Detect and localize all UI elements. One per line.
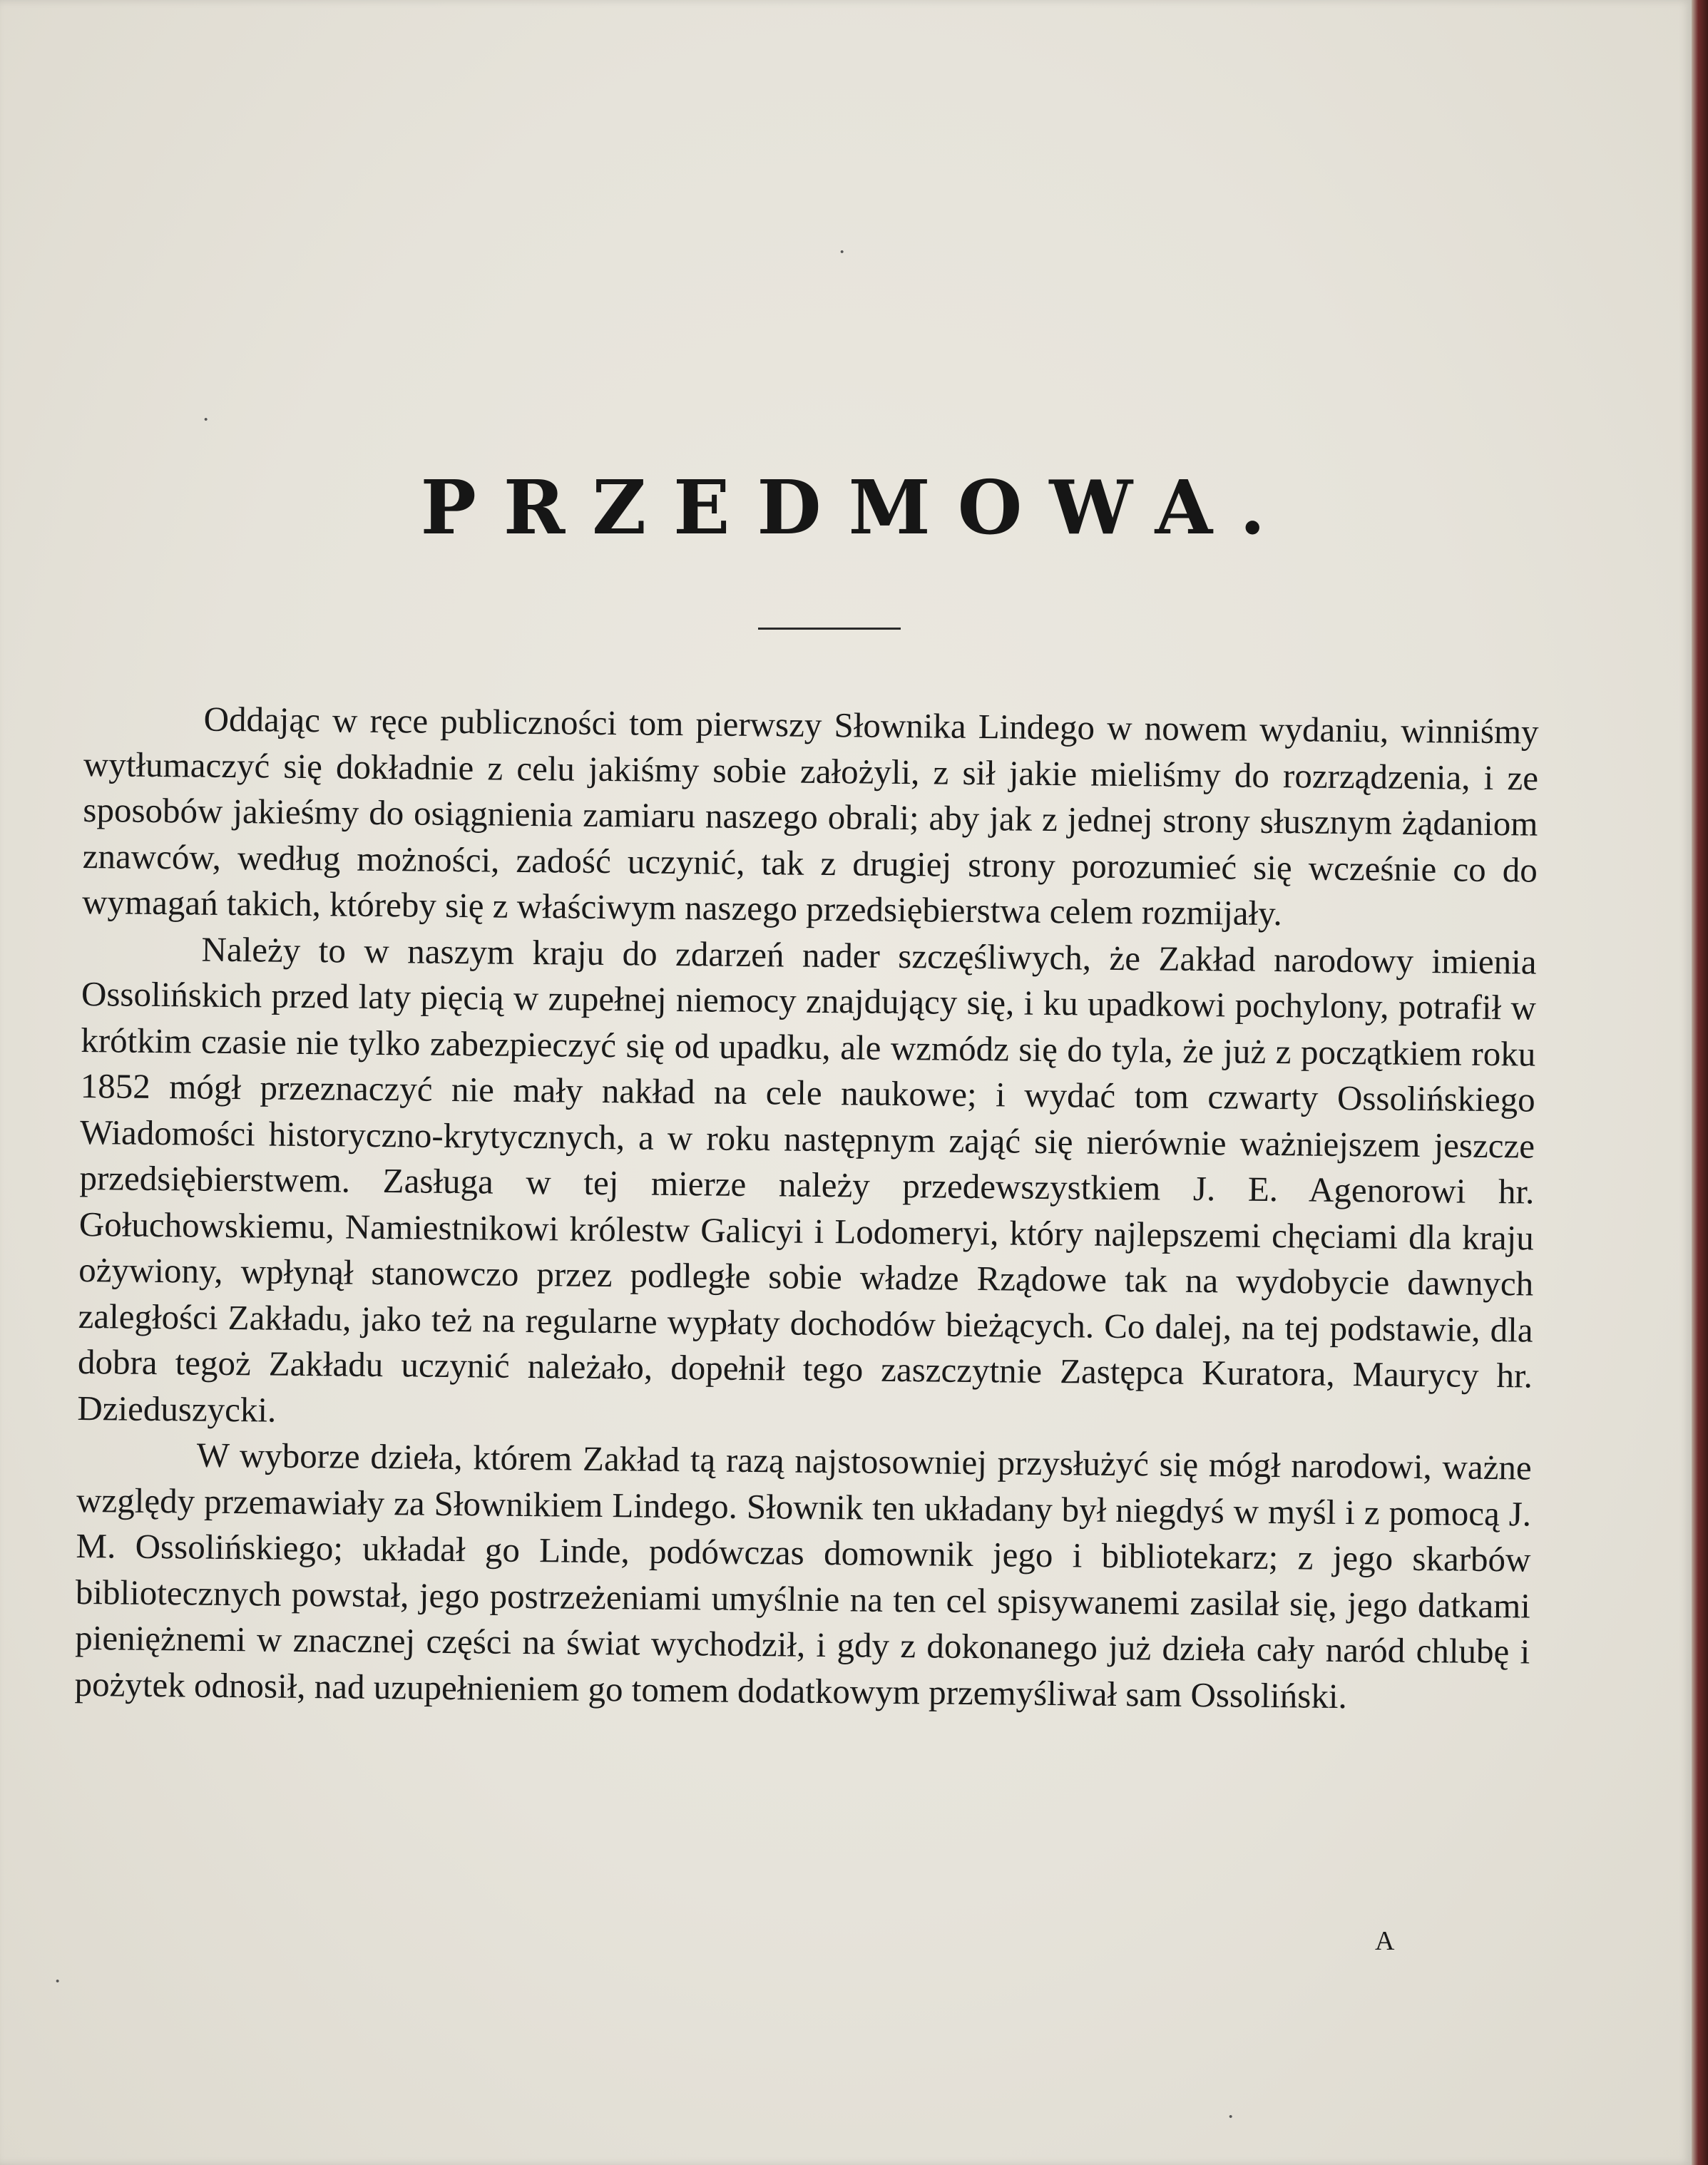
title-divider [758, 628, 901, 630]
paragraph-3: W wyborze dzieła, którem Zakład tą razą najstosowniej przysłużyć się mógł narodowi, ważne względy przemawiały za Słownikiem Lindego. Słownik ten układany był niegdyś w myśl i z pomocą J. M. Ossolińskiego; układał go Linde, podówczas domownik jego i bibliotekarz; z jego skarbów bibliotecznych powstał, jego postrzeżeniami umyślnie na ten cel spisywanemi zasilał się, jego datkami pieniężnemi w znacznej części na świat wychodził, i gdy z dokonanego już dzieła cały naród chlubę i pożytek odnosił, nad uzupełnieniem go tomem dodatkowym przemyśliwał sam Ossoliński. [74, 1435, 1532, 1716]
preface-body [74, 695, 1539, 1721]
ink-speck: · [202, 406, 210, 433]
ink-speck: · [838, 239, 847, 265]
paragraph-1: Oddając w ręce publiczności tom pierwszy Słownika Lindego w nowem wydaniu, winniśmy wytłumaczyć się dokładnie z celu jakiśmy sobie założyli, z sił jakie mieliśmy do rozrządzenia, i ze sposobów jakieśmy do osiągnienia zamiaru naszego obrali; aby jak z jednej strony słusznym żądaniom znawców, według możności, zadość uczynić, tak z drugiej strony porozumieć się wcześnie co do wymagań takich, któreby się z właściwym naszego przedsiębierstwa celem rozmijały. [81, 699, 1539, 933]
page-edge [1692, 0, 1708, 2165]
signature-mark: A [1375, 1926, 1395, 1956]
ink-speck: · [53, 1968, 62, 1995]
page-title: PRZEDMOWA. [420, 464, 1293, 551]
ink-speck: · [1227, 2104, 1235, 2130]
paragraph-2: Należy to w naszym kraju do zdarzeń nader szczęśliwych, że Zakład narodowy imienia Ossolińskich przed laty pięcią w zupełnej niemocy znajdujący się, i ku upadkowi pochylony, potrafił w krótkim czasie nie tylko zabezpieczyć się od upadku, ale wzmódz się do tyla, że już z początkiem roku 1852 mógł przeznaczyć nie mały nakład na cele naukowe; i wydać tom czwarty Ossolińskiego Wiadomości historyczno-krytycznych, a w roku następnym zająć się nierównie ważniejszem jeszcze przedsiębierstwem. Zasługa w tej mierze należy przedewszystkiem J. E. Agenorowi hr. Gołuchowskiemu, Namiestnikowi królestw Galicyi i Lodomeryi, który najlepszemi chęciami dla kraju ożywiony, wpłynął stanowczo przez podległe sobie władze Rządowe tak na wydobycie dawnych zaległości Zakładu, jako też na regularne wypłaty dochodów bieżących. Co dalej, na tej podstawie, dla dobra tegoż Zakładu uczynić należało, dopełnił tego zaszczytnie Zastępca Kuratora, Maurycy hr. Dzieduszycki. [77, 929, 1537, 1430]
